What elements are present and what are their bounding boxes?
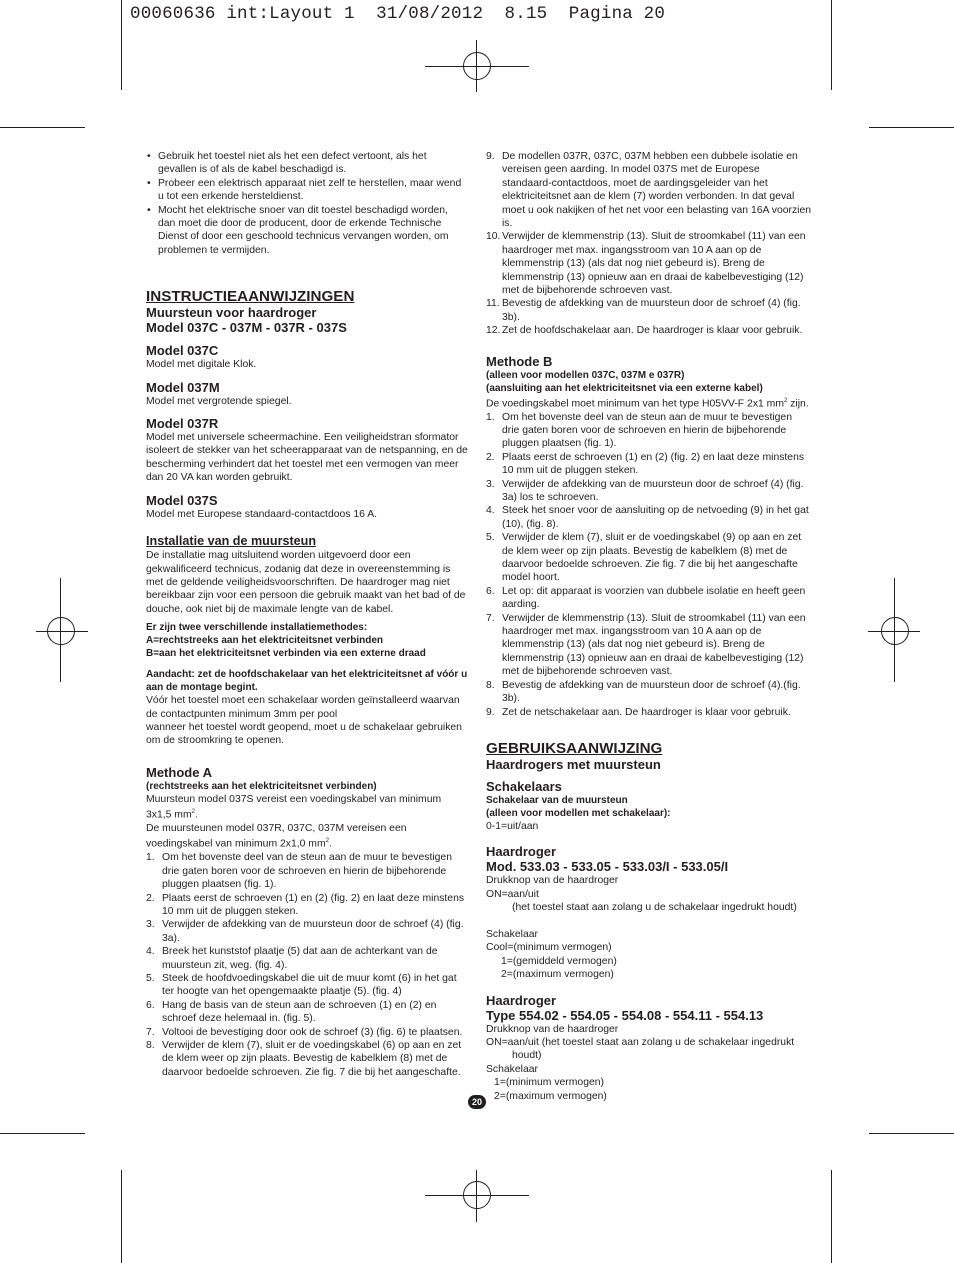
detail-line: Drukknop van de haardroger (486, 1023, 619, 1035)
step-number: 8. (486, 679, 495, 691)
bullet-item: • Probeer een elektrisch apparaat niet zelf te herstellen, maar wend u tot een erkende hersteldienst. (146, 177, 468, 204)
detail-line: Drukknop van de haardroger (486, 875, 619, 887)
model-037r-text: Model met universele scheermachine. Een veiligheidstran sformator isoleert de stekker van het scheerapparaat van de netspanning, en de bescherming verhindert dat het toestel met een vermogen van meer dan 20 VA kan worden gebruikt. (146, 432, 468, 484)
step-number: 4. (146, 946, 155, 958)
wall-switch-subtitle: (alleen voor modellen met schakelaar): (486, 807, 671, 819)
method-b-title: Methode B (486, 353, 553, 369)
crop-mark (121, 1170, 122, 1263)
method-a-paragraph: Muursteun model 037S vereist een voedingskabel van minimum 3x1,5 $mm^2$. (146, 793, 442, 821)
model-037s-title: Model 037S (146, 492, 218, 508)
step-number: 2. (146, 892, 155, 904)
step-number: 1. (146, 852, 155, 864)
safety-bullets (146, 150, 468, 257)
step-text: Hang de basis van de steun aan de schroeven (1) en (2) en schroef deze helemaal in. (fig. 5). (162, 999, 437, 1025)
hairdryer-2-types: Type 554.02 - 554.05 - 554.08 - 554.11 - 554.13 (486, 1007, 764, 1023)
step-number: 6. (486, 585, 495, 597)
usage-subtitle: Haardrogers met muursteun (486, 756, 661, 772)
step-number: 6. (146, 999, 155, 1011)
step-text: Verwijder de klem (7), sluit er de voedingskabel (6) op aan en zet de klem weer op zijn plaats. Bevestig de kabelklem (8) met de daarvoor bedoelde schroeven. Zie fig. 7 die bij het aangeschafte. (162, 1040, 462, 1078)
step-item (146, 892, 468, 919)
step-text: Voltooi de bevestiging door ook de schroef (3) (fig. 6) te plaatsen. (162, 1026, 463, 1038)
wall-switch-title: Schakelaar van de muursteun (486, 794, 628, 806)
method-b-paragraph: De voedingskabel moet minimum van het type H05VV-F 2x1 $mm^2$ zijn. (486, 397, 809, 410)
step-item (486, 585, 812, 612)
crop-mark (869, 1133, 954, 1134)
step-number: 7. (486, 612, 495, 624)
step-text: De modellen 037R, 037C, 037M hebben een dubbele isolatie en vereisen geen aarding. In model 037S met de Europese standaard-contactdoos, moet de aardingsgeleider van het elektriciteitsnet aan de klem (7) worden verbonden. In dat geval moet u ook nakijken of het net voor een belasting van 16A voorzien is. (502, 151, 812, 230)
step-item (486, 411, 812, 451)
step-number: 5. (146, 972, 155, 984)
method-b-subtitle: (alleen voor modellen 037C, 037M e 037R) (486, 369, 685, 381)
bullet-item: • Gebruik het toestel niet als het een defect vertoont, als het gevallen is of als de kabel beschadigd is. (146, 150, 468, 177)
step-item (486, 478, 812, 505)
method-a-title: Methode A (146, 764, 212, 780)
step-number: 7. (146, 1026, 155, 1038)
hairdryer-1-title: Haardroger (486, 844, 557, 860)
step-item (146, 945, 468, 972)
step-item (146, 1039, 468, 1079)
methods-line: A=rechtstreeks aan het elektriciteitsnet verbinden (146, 635, 384, 647)
model-037c-text: Model met digitale Klok. (146, 359, 257, 371)
step-text: Breek het kunststof plaatje (5) dat aan de achterkant van de muursteun zit, weg. (fig. 4). (162, 946, 438, 971)
step-number: 3. (486, 478, 495, 490)
left-column (146, 150, 468, 1079)
step-item (486, 706, 812, 719)
step-number: 4. (486, 505, 495, 517)
step-number: 2. (486, 451, 495, 463)
detail-line: 2=(maximum vermogen) (494, 1090, 607, 1102)
step-item (486, 612, 812, 679)
step-item (486, 504, 812, 531)
step-text: Zet de hoofdschakelaar aan. De haardroger is klaar voor gebruik. (502, 325, 803, 337)
step-text: Om het bovenste deel van de steun aan de muur te bevestigen drie gaten boren voor de schroeven en hierin de bijbehorende pluggen plaatsen (fig. 1). (162, 852, 452, 891)
page-number: 20 (468, 1095, 486, 1109)
model-037c-title: Model 037C (146, 343, 219, 359)
method-a-steps (146, 851, 468, 1079)
model-037s-text: Model met Europese standaard-contactdoos 16 A. (146, 508, 378, 520)
crop-mark (869, 127, 954, 128)
detail-line: Schakelaar (486, 928, 538, 940)
crop-mark (0, 127, 85, 128)
step-item (486, 150, 812, 230)
warning-text: Aandacht: zet de hoofdschakelaar van het elektriciteitsnet af vóór u aan de montage begint. (146, 669, 468, 694)
step-text: Verwijder de klemmenstrip (13). Sluit de stroomkabel (11) van een haardroger met max. ingangsstroom van 10 A aan op de klemmenstrip (13) (als dat nog niet gebeurd is). Breng de klemmenstrip (13) opnieuw aan en draai de kabelbevestiging (12) met de bijbehorende schroeven vast. (502, 612, 806, 678)
detail-line: Schakelaar (486, 1063, 538, 1075)
method-b-steps (486, 411, 812, 719)
wall-switch-value: 0-1=uit/aan (486, 820, 539, 832)
model-037m-title: Model 037M (146, 379, 220, 395)
detail-line: ON=aan/uit (486, 888, 539, 900)
crop-mark (121, 0, 122, 90)
step-item (486, 451, 812, 478)
bullet-item: • Mocht het elektrische snoer van dit toestel beschadigd worden, dan moet die door de producent, door de erkende Technische Dienst of door een geschoold technicus vervangen worden, om problemen te vermijden. (146, 204, 468, 258)
step-text: Verwijder de klemmenstrip (13). Sluit de stroomkabel (11) van een haardroger met max. ingangsstroom van 10 A aan op de klemmenstrip (13) (als dat nog niet gebeurd is). Breng de klemmenstrip (13) opnieuw aan en draai de kabelbevestiging (12) met de bijbehorende schroeven vast. (502, 231, 806, 297)
step-item (146, 999, 468, 1026)
hairdryer-1-details (486, 874, 812, 981)
step-number: 9. (486, 151, 495, 162)
detail-line: ON=aan/uit (het toestel staat aan zolang u de schakelaar ingedrukt houdt) (486, 1036, 795, 1062)
step-item (486, 679, 812, 706)
method-a-paragraph: De muursteunen model 037R, 037C, 037M vereisen een voedingskabel van minimum 2x1,0 $mm^2$. (146, 823, 407, 850)
usage-heading: GEBRUIKSAANWIJZING (486, 739, 663, 757)
step-item (146, 1026, 468, 1039)
crop-mark (831, 0, 832, 90)
step-item (146, 972, 468, 999)
step-item (146, 918, 468, 945)
step-item (486, 324, 812, 337)
detail-line: 1=(minimum vermogen) (494, 1077, 604, 1089)
step-number: 11. (486, 298, 500, 310)
step-item (486, 297, 812, 324)
step-text: Verwijder de afdekking van de muursteun door de schroef (4) (fig. 3a) los te schroeven. (502, 478, 804, 503)
step-text: Steek het snoer voor de aansluiting op de netvoeding (9) in het gat (10), (fig. 8). (502, 505, 809, 530)
step-text: Om het bovenste deel van de steun aan de muur te bevestigen drie gaten boren voor de schroeven en hierin de bijbehorende pluggen plaatsen (fig. 1). (502, 411, 792, 450)
model-037r-title: Model 037R (146, 416, 219, 432)
step-number: 8. (146, 1040, 155, 1051)
step-text: Bevestig de afdekking van de muursteun door de schroef (4).(fig. 3b). (502, 679, 801, 705)
detail-line (486, 915, 812, 928)
install-heading: Installatie van de muursteun (146, 534, 317, 549)
switch-text: wanneer het toestel wordt geopend, moet u de schakelaar gebruiken om de stroomkring te openen. (146, 721, 462, 747)
switches-title: Schakelaars (486, 778, 562, 794)
crop-mark (831, 1170, 832, 1263)
methods-line: B=aan het elektriciteitsnet verbinden via een externe draad (146, 648, 426, 660)
detail-line: Cool=(minimum vermogen) (486, 942, 612, 954)
detail-line: 2=(maximum vermogen) (501, 969, 614, 981)
model-037m-text: Model met vergrotende spiegel. (146, 395, 292, 407)
print-header: 00060636 int:Layout 1 31/08/2012 8.15 Pagina 20 (130, 4, 666, 24)
install-text: De installatie mag uitsluitend worden uitgevoerd door een gekwalificeerd technicus, zodanig dat deze in overeenstemming is met de geldende veiligheidsvoorschriften. De haardroger mag niet bereikbaar zijn voor een persoon die gebruik maakt van het bad of de douche, ook niet bij de maximale lengte van de kabel. (146, 550, 466, 615)
step-text: Bevestig de afdekking van de muursteun door de schroef (4) (fig. 3b). (502, 298, 801, 323)
right-column (486, 150, 812, 1103)
step-number: 9. (486, 706, 495, 718)
hairdryer-2-details (486, 1023, 812, 1103)
methods-line: Er zijn twee verschillende installatiemethodes: (146, 622, 368, 634)
instructions-heading: INSTRUCTIEAANWIJZINGEN (146, 288, 355, 306)
detail-line: (het toestel staat aan zolang u de schakelaar ingedrukt houdt) (512, 902, 797, 914)
step-text: Plaats eerst de schroeven (1) en (2) (fig. 2) en laat deze minstens 10 mm uit de pluggen steken. (502, 451, 805, 477)
step-number: 12. (486, 325, 501, 337)
step-number: 5. (486, 532, 495, 544)
step-text: Plaats eerst de schroeven (1) en (2) (fig. 2) en laat deze minstens 10 mm uit de pluggen steken. (162, 892, 465, 917)
switch-text: Vóór het toestel moet een schakelaar worden geïnstalleerd waarvan de contactpunten minimum 3mm per pool (146, 695, 460, 720)
step-item (486, 230, 812, 297)
step-item (486, 531, 812, 585)
step-number: 3. (146, 919, 155, 931)
step-text: Let op: dit apparaat is voorzien van dubbele isolatie en heeft geen aarding. (502, 585, 806, 611)
method-a-subtitle: (rechtstreeks aan het elektriciteitsnet verbinden) (146, 780, 377, 792)
mount-title: Muursteun voor haardroger (146, 305, 317, 321)
step-item (146, 851, 468, 891)
step-text: Verwijder de afdekking van de muursteun door de schroef (4) (fig. 3a). (162, 919, 464, 944)
crop-mark (0, 1133, 85, 1134)
models-title: Model 037C - 037M - 037R - 037S (146, 320, 347, 336)
hairdryer-1-models: Mod. 533.03 - 533.05 - 533.03/I - 533.05/I (486, 859, 729, 875)
step-text: Zet de netschakelaar aan. De haardroger is klaar voor gebruik. (502, 706, 791, 718)
method-b-subtitle: (aansluiting aan het elektriciteitsnet via een externe kabel) (486, 382, 763, 394)
step-number: 10. (486, 231, 501, 243)
step-number: 1. (486, 411, 495, 423)
step-text: Verwijder de klem (7), sluit er de voedingskabel (9) op aan en zet de klem weer op zijn plaats. Bevestig de kabelklem (8) met de daarvoor bedoelde schroeven. Zie fig. 7 die bij het aangeschafte model hoort. (502, 532, 802, 584)
detail-line: 1=(gemiddeld vermogen) (501, 955, 617, 967)
method-a-steps-continued (486, 150, 812, 338)
hairdryer-2-title: Haardroger (486, 992, 557, 1008)
step-text: Steek de hoofdvoedingskabel die uit de muur komt (6) in het gat ter hoogte van het opengemaakte plaatje (5). (fig. 4) (162, 972, 457, 998)
